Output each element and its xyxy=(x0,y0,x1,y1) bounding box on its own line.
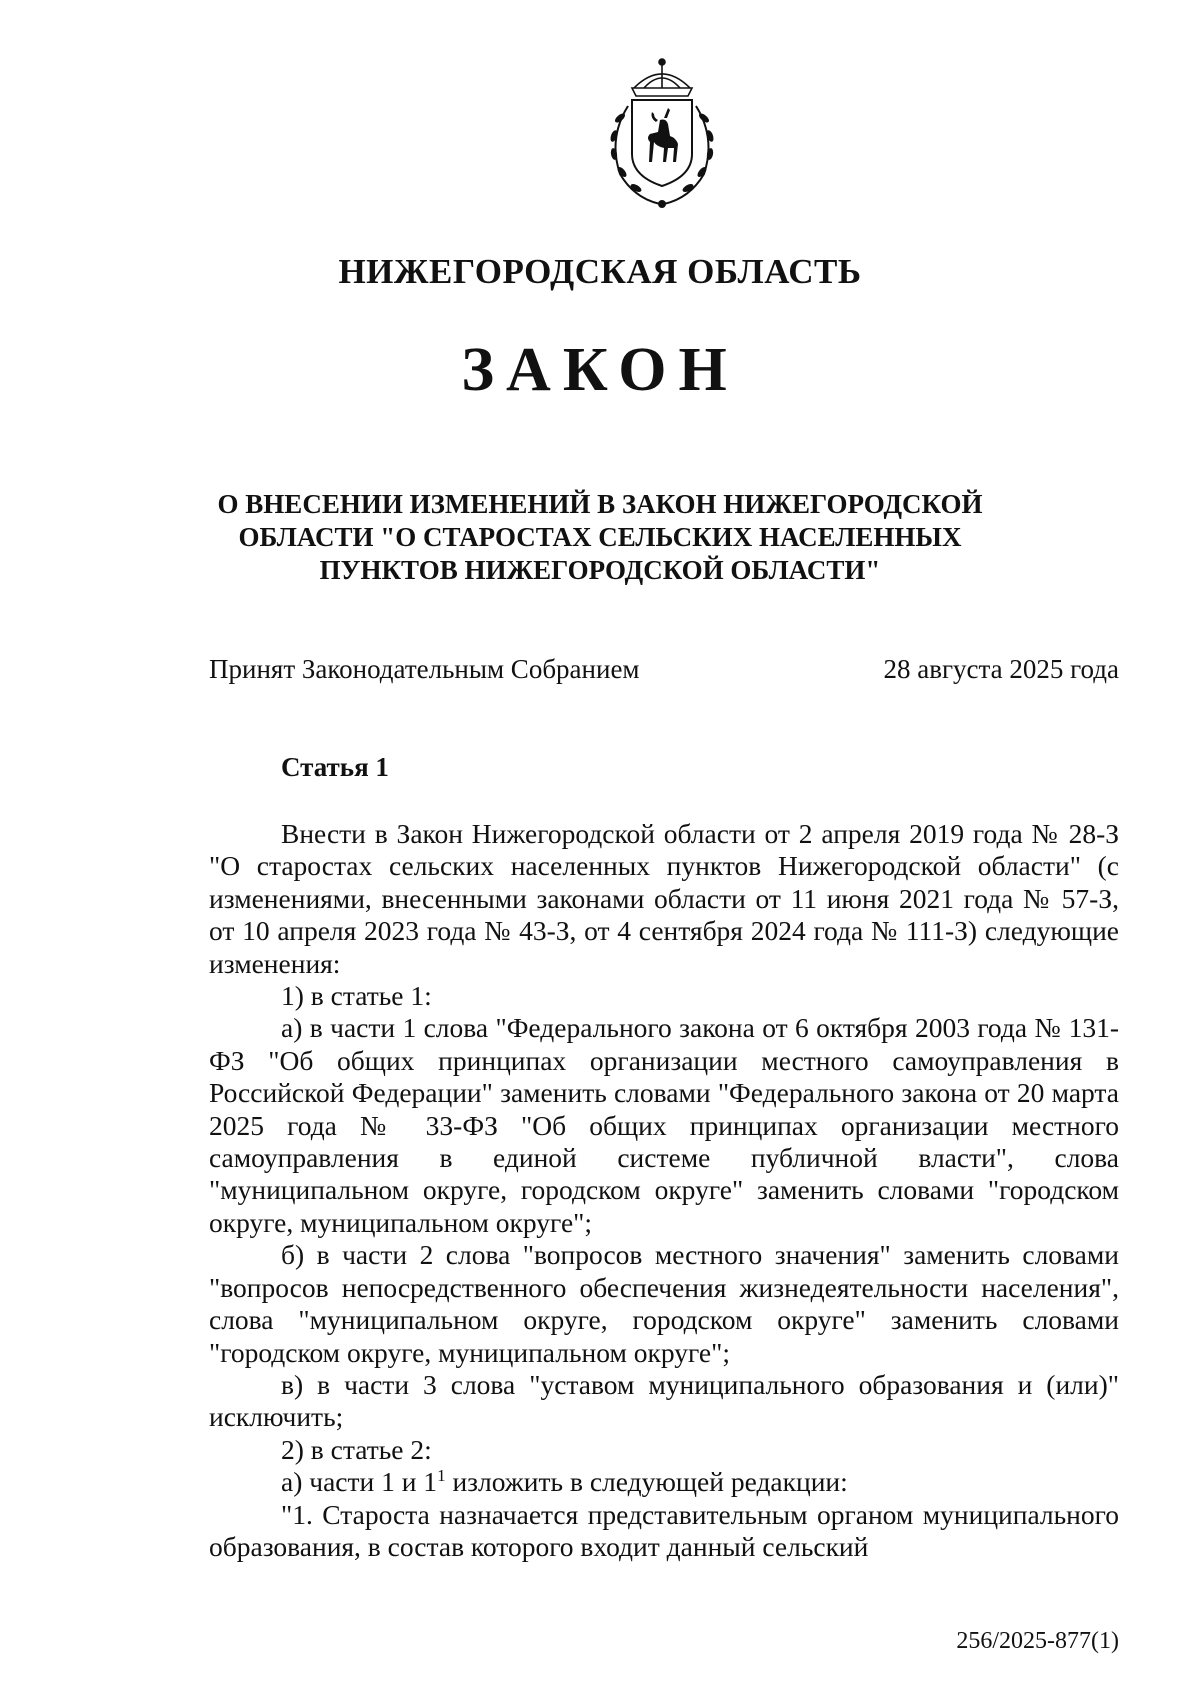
adopted-by: Принят Законодательным Собранием xyxy=(209,654,640,684)
paragraph: а) в части 1 слова "Федерального закона от 6 октября 2003 года № 131-ФЗ "Об общих принципах организации местного самоуправления в Российской Федерации" заменить словами "Федерального закона от 20 марта 2025 года № 33-ФЗ "Об общих принципах организации местного самоуправления в единой системе публичной власти", слова "муниципальном округе, городском округе" заменить словами "городском округе, муниципальном округе"; xyxy=(209,1012,1119,1238)
paragraph: в) в части 3 слова "уставом муниципального образования и (или)" исключить; xyxy=(209,1368,1119,1433)
paragraph: 2) в статье 2: xyxy=(281,1433,432,1465)
paragraph: 1) в статье 1: xyxy=(281,980,432,1012)
article-body xyxy=(209,818,1119,1563)
article-heading: Статья 1 xyxy=(281,752,389,782)
region-heading: НИЖЕГОРОДСКАЯ ОБЛАСТЬ xyxy=(338,252,862,291)
adopted-date: 28 августа 2025 года xyxy=(883,654,1119,684)
paragraph-text: изложить в следующей редакции: xyxy=(445,1466,848,1498)
coat-of-arms-icon xyxy=(594,58,730,210)
paragraph: Внести в Закон Нижегородской области от 2 апреля 2019 года № 28-З "О старостах сельских населенных пунктов Нижегородской области" (с изменениями, внесенными законами области от 11 июня 2021 года № 57-З, от 10 апреля 2023 года № 43-З, от 4 сентября 2024 года № 111-З) следующие изменения: xyxy=(209,818,1119,979)
superscript: 1 xyxy=(437,1465,446,1485)
paragraph: б) в части 2 слова "вопросов местного значения" заменить словами "вопросов непосредственного обеспечения жизнедеятельности населения", слова "муниципальном округе, городском округе" заменить словами "городском округе, муниципальном округе"; xyxy=(209,1239,1119,1368)
adoption-line xyxy=(209,654,1119,685)
document-type-heading: ЗАКОН xyxy=(461,336,739,404)
paragraph xyxy=(209,1466,1119,1498)
paragraph: "1. Староста назначается представительным органом муниципального образования, в состав которого входит данный сельский xyxy=(209,1498,1119,1562)
paragraph-text: а) части 1 и 1 xyxy=(281,1466,438,1498)
law-title: О ВНЕСЕНИИ ИЗМЕНЕНИЙ В ЗАКОН НИЖЕГОРОДСКОЙ ОБЛАСТИ "О СТАРОСТАХ СЕЛЬСКИХ НАСЕЛЕННЫХ ПУНКТОВ НИЖЕГОРОДСКОЙ ОБЛАСТИ" xyxy=(217,489,983,585)
document-code: 256/2025-877(1) xyxy=(956,1628,1119,1654)
